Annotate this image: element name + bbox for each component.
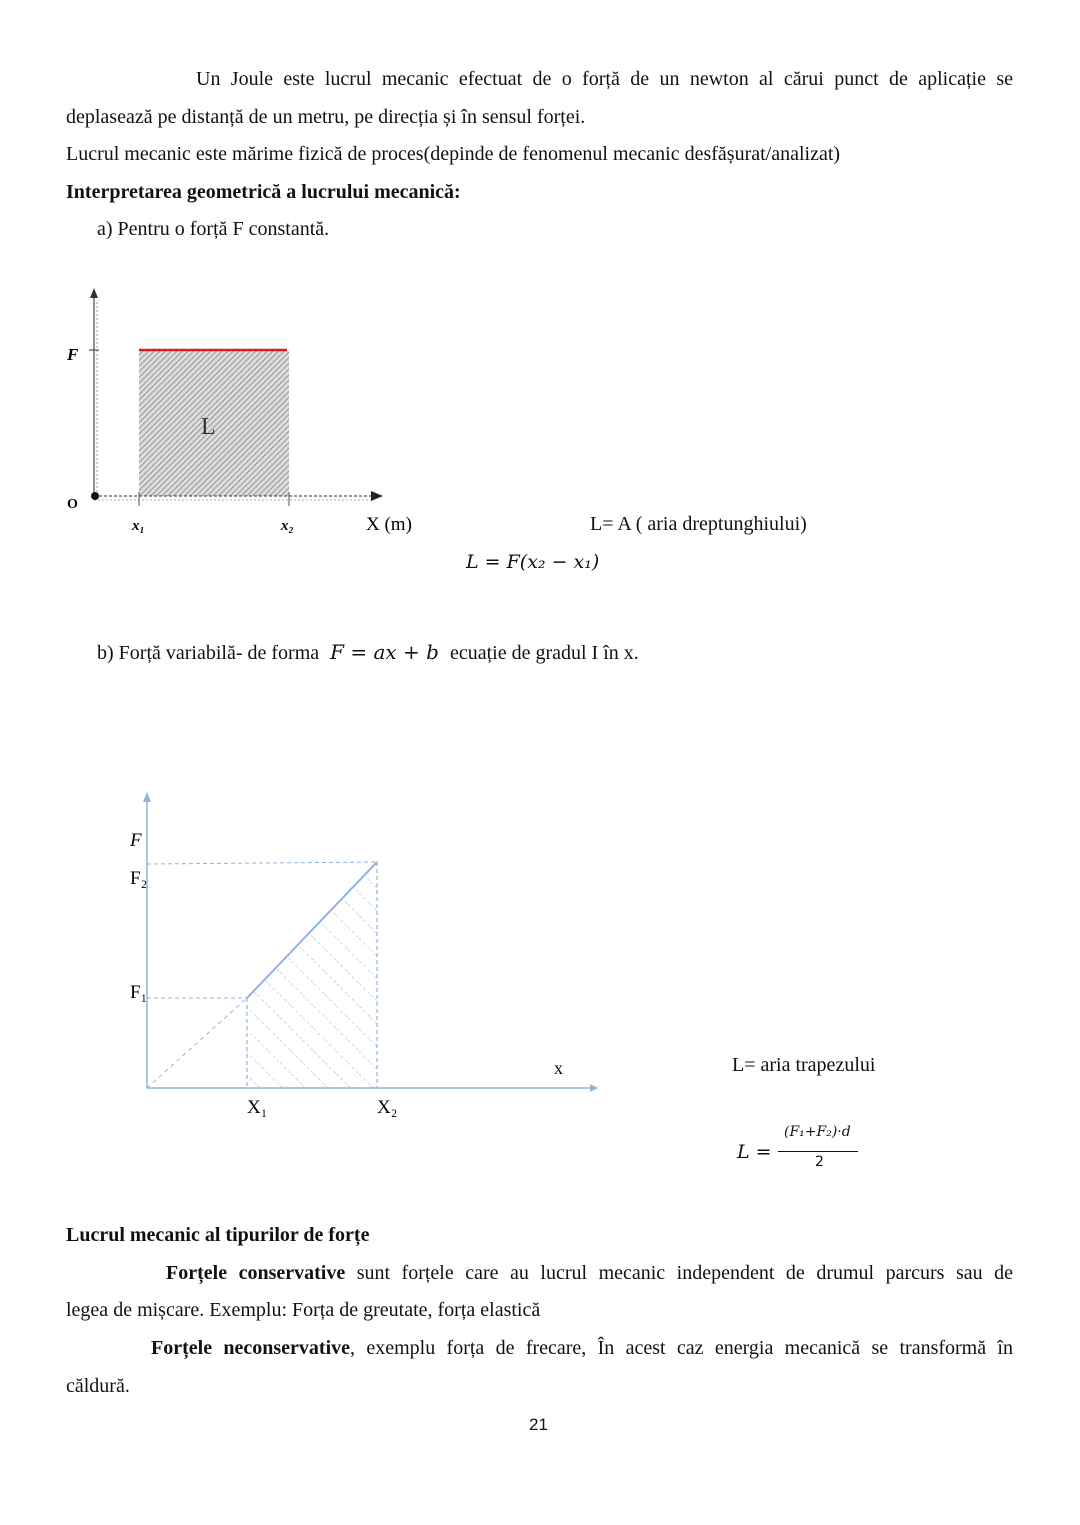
caption-rectangle-area: L= A ( aria dreptunghiului) <box>590 513 807 535</box>
x1-label: X₁ <box>247 1097 268 1118</box>
paragraph-nonconservative-line2: căldură. <box>66 1375 130 1397</box>
x-axis-label: X (m) <box>366 514 412 535</box>
formula-fraction-bar <box>778 1151 858 1152</box>
nonconservative-forces-term: Forțele neconservative <box>151 1337 351 1359</box>
origin-label: O <box>67 497 78 512</box>
nonconservative-forces-text: , exemplu forța de frecare, În acest caz energia mecanică se transformă în <box>350 1337 1013 1359</box>
list-item-a: a) Pentru o forță F constantă. <box>97 218 330 240</box>
formula-constant-force: L = F(x₂ − x₁) <box>466 551 600 573</box>
x2-label: x₂ <box>281 518 294 534</box>
formula-trapezoid-lhs: L = <box>737 1141 772 1163</box>
conservative-forces-term: Forțele conservative <box>166 1262 346 1284</box>
paragraph-joule-line2: deplasează pe distanță de un metru, pe direcția și în sensul forței. <box>66 106 586 128</box>
figure-variable-force <box>110 780 610 1125</box>
f2-label: F₂ <box>130 868 148 889</box>
caption-trapezoid-area: L= aria trapezului <box>732 1054 876 1076</box>
work-area-trapezoid <box>247 862 377 1088</box>
formula-trapezoid-denominator: 2 <box>815 1154 824 1170</box>
conservative-forces-text: sunt forțele care au lucrul mecanic independent de drumul parcurs sau de <box>345 1262 1013 1284</box>
paragraph-process: Lucrul mecanic este mărime fizică de proces(depinde de fenomenul mecanic desfășurat/analizat) <box>66 143 841 165</box>
force-line-extension <box>147 998 247 1088</box>
figure-constant-force <box>55 280 455 540</box>
page-number: 21 <box>529 1415 548 1434</box>
formula-trapezoid-numerator: (F₁+F₂)·d <box>784 1124 851 1140</box>
list-item-b <box>97 640 639 665</box>
paragraph-joule-line1: Un Joule este lucrul mecanic efectuat de o forță de un newton al cărui punct de aplicație se <box>196 68 1013 90</box>
x1-label: x₁ <box>132 518 145 534</box>
x2-label: X₂ <box>377 1097 398 1118</box>
x-axis-label: x <box>554 1058 563 1078</box>
f1-label: F₁ <box>130 982 148 1003</box>
paragraph-conservative-line2: legea de mișcare. Exemplu: Forța de greutate, forța elastică <box>66 1299 541 1321</box>
y-axis-label: F <box>130 830 142 851</box>
linear-force-formula: F = ax + b <box>330 640 439 664</box>
y-axis-label: F <box>67 345 79 364</box>
list-item-b-prefix: b) Forță variabilă- de forma <box>97 642 320 664</box>
list-item-b-suffix: ecuație de gradul I în x. <box>449 642 639 664</box>
paragraph-nonconservative-line1 <box>151 1336 1013 1360</box>
origin-point <box>91 492 99 500</box>
heading-force-types: Lucrul mecanic al tipurilor de forțe <box>66 1224 370 1246</box>
paragraph-conservative-line1 <box>166 1261 1013 1285</box>
area-label: L <box>201 414 216 440</box>
heading-geometric-interpretation: Interpretarea geometrică a lucrului mecanică: <box>66 181 461 203</box>
